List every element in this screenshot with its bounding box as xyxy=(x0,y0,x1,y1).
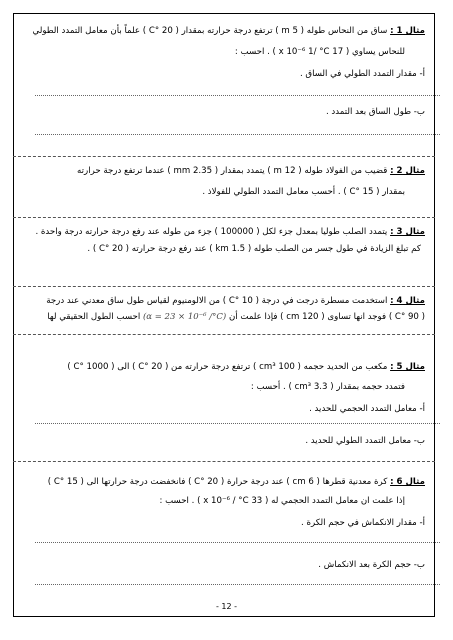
answer-line xyxy=(35,423,440,424)
example-1-line-2: للنحاس يساوي ( 17 x 10⁻⁶ 1/ °C ) . احسب : xyxy=(234,47,405,57)
example-3-text-1: يتمدد الصلب طوليا بمعدل جزء لكل ( 100000 ) جزء من طوله عند رفع درجة حرارته درجة واحدة . xyxy=(35,227,388,237)
example-6-line-1 xyxy=(48,476,425,488)
example-4-text-2a: ( 90 °C ) فوجد انها تساوى ( 120 cm ) فإذا علمت أن xyxy=(228,312,425,322)
example-5-label: مثال 5 : xyxy=(390,362,425,372)
example-1-line-1 xyxy=(33,25,425,37)
example-4-text-1: استخدمت مسطرة درجت في درجة ( 10 °C ) من الالومنيوم لقياس طول ساق معدني عند درجة xyxy=(46,296,388,306)
example-2 xyxy=(13,157,435,218)
example-3-line-1 xyxy=(35,226,425,238)
example-2-line-1 xyxy=(77,165,425,177)
alpha-formula: (α = 23 × 10⁻⁶ /°C) xyxy=(142,312,227,322)
answer-line xyxy=(35,95,440,96)
example-1 xyxy=(13,13,435,157)
example-1-part-b: ب- طول الساق بعد التمدد . xyxy=(325,107,425,117)
example-5-line-1 xyxy=(67,361,425,373)
example-5-part-a: أ- معامل التمدد الحجمي للحديد . xyxy=(309,404,425,414)
example-1-text-1: ساق من النحاس طوله ( 5 m ) ترتفع درجة حرارته بمقدار ( 20 °C ) علماً بأن معامل التمدد الطولي xyxy=(32,26,388,36)
example-5-part-b: ب- معامل التمدد الطولي للحديد . xyxy=(305,436,425,446)
example-2-text-1: قضيب من الفولاذ طوله ( 12 m ) يتمدد بمقدار ( 2.35 mm ) عندما ترتفع درجة حرارته xyxy=(77,166,388,176)
example-5-text-1: مكعب من الحديد حجمه ( 100 cm³ ) ترتفع درجة حرارته من ( 20 °C ) الى ( 1000 °C ) xyxy=(67,362,388,372)
example-6-label: مثال 6 : xyxy=(390,477,425,487)
example-6 xyxy=(13,462,435,597)
example-4-line-1 xyxy=(46,295,425,307)
page-number: - 12 - xyxy=(215,602,238,611)
example-3-label: مثال 3 : xyxy=(390,227,425,237)
example-6-text-1: كرة معدنية قطرها ( 6 cm ) عند درجة حرارة ( 20 °C ) فانخفضت درجة حرارتها الى ( 15 °C ) xyxy=(47,477,388,487)
example-4-line-2 xyxy=(47,311,425,323)
example-4 xyxy=(13,287,435,335)
example-1-part-a: أ- مقدار التمدد الطولي في الساق . xyxy=(299,69,425,79)
answer-line xyxy=(35,542,440,543)
answer-line xyxy=(35,584,440,585)
example-2-line-2: بمقدار ( 15 °C ) . أحسب معامل التمدد الطولي للفولاذ . xyxy=(202,187,405,197)
example-6-line-2: إذا علمت ان معامل التمدد الحجمي له ( 33 x 10⁻⁶ / °C ) . احسب : xyxy=(159,496,405,506)
example-5 xyxy=(13,335,435,462)
example-3 xyxy=(13,218,435,287)
example-6-part-a: أ- مقدار الانكماش في حجم الكرة . xyxy=(301,518,425,528)
example-6-part-b: ب- حجم الكرة بعد الانكماش . xyxy=(318,560,425,570)
example-4-label: مثال 4 : xyxy=(390,296,425,306)
example-5-line-2: فتمدد حجمه بمقدار ( 3.3 cm³ ) . أحسب : xyxy=(250,382,405,392)
example-4-text-2b: احسب الطول الحقيقي لها xyxy=(47,312,141,322)
answer-line xyxy=(35,134,440,135)
example-3-line-2: كم تبلغ الزيادة في طول جسر من الصلب طوله ( 1.5 km ) عند رفع درجة حرارته ( 20 °C ) . xyxy=(87,244,421,254)
example-2-label: مثال 2 : xyxy=(390,166,425,176)
example-1-label: مثال 1 : xyxy=(390,26,425,36)
